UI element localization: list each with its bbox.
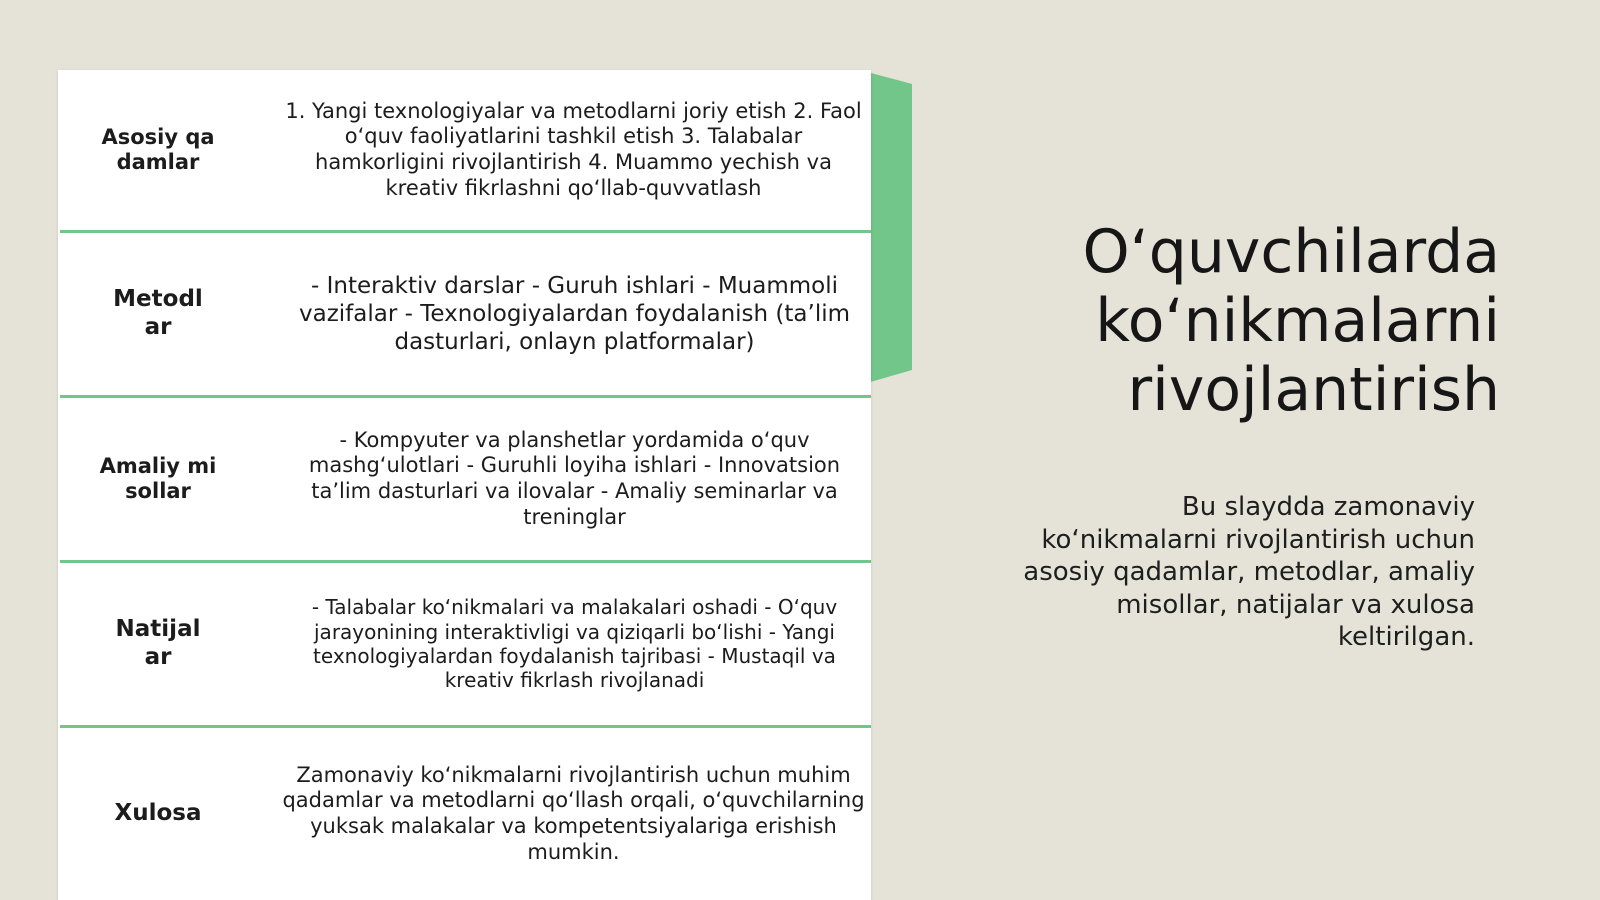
table-row-xulosa: [58, 728, 871, 900]
slide-title: O‘quvchilarda ko‘nikmalarni rivojlantirish: [1082, 217, 1500, 425]
slide-subtitle: Bu slaydda zamonaviy ko‘nikmalarni rivojlantirish uchun asosiy qadamlar, metodlar, amaliy misollar, natijalar va xulosa keltirilgan.: [1023, 492, 1475, 652]
row-text: - Kompyuter va planshetlar yordamida o‘quv mashg‘ulotlari - Guruhli loyiha ishlari - Innovatsion ta’lim dasturlari va ilovalar - Amaliy seminarlar va treninglar: [308, 427, 841, 529]
row-text: 1. Yangi texnologiyalar va metodlarni joriy etish 2. Faol o‘quv faoliyatlarini tashkil etish 3. Talabalar hamkorligini rivojlantirish 4. Muammo yechish va kreativ fikrlashni qo‘llab-quvvatlash: [285, 98, 862, 200]
table-row-metodlar: [58, 233, 871, 395]
table-row-amaliy-misollar: [58, 398, 871, 560]
row-label: Natijalar: [115, 616, 201, 670]
row-label: Amaliy misollar: [99, 453, 217, 503]
row-text: - Talabalar ko‘nikmalari va malakalari oshadi - O‘quv jarayonining interaktivligi va qiziqarli bo‘lishi - Yangi texnologiyalardan foydalanish tajribasi - Mustaqil va kreativ fikrlash rivojlanadi: [311, 595, 838, 693]
table-row-natijalar: [58, 563, 871, 725]
row-text: - Interaktiv darslar - Guruh ishlari - Muammoli vazifalar - Texnologiyalardan foydalanish (ta’lim dasturlari, onlayn platformalar): [298, 272, 851, 356]
row-label: Xulosa: [114, 800, 202, 827]
table-row-asosiy-qadamlar: [58, 70, 871, 230]
row-label: Metodlar: [113, 286, 203, 340]
row-label: Asosiy qadamlar: [101, 124, 215, 174]
row-text: Zamonaviy ko‘nikmalarni rivojlantirish uchun muhim qadamlar va metodlarni qo‘llash orqali, o‘quvchilarning yuksak malakalar va kompetentsiyalariga erishish mumkin.: [282, 762, 865, 864]
content-table: [58, 70, 871, 900]
